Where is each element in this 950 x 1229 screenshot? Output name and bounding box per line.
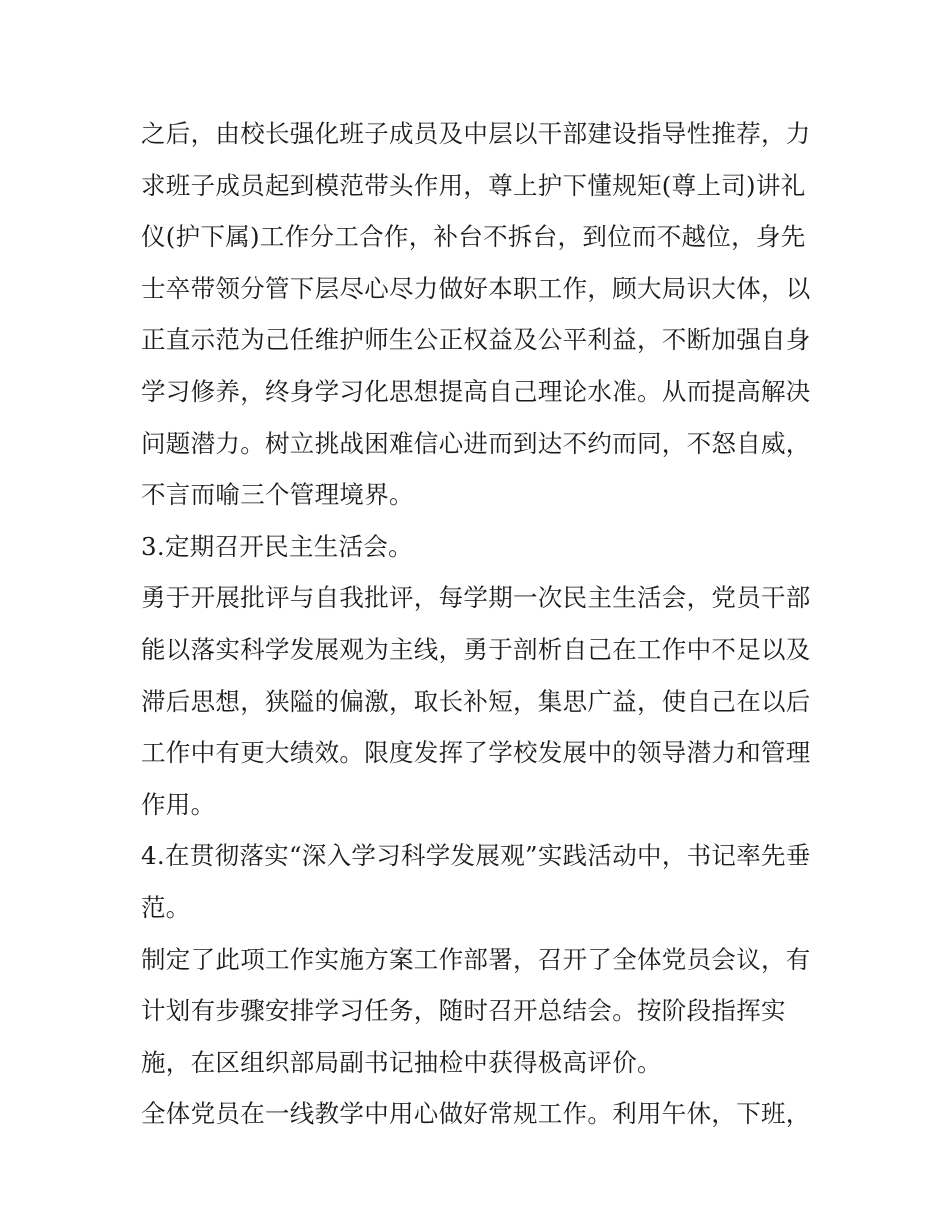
- text-line: 全体党员在一线教学中用心做好常规工作。利用午休，下班，: [141, 1099, 811, 1129]
- document-body: [141, 108, 821, 1140]
- text-line: 施，在区组织部局副书记抽检中获得极高评价。: [141, 1047, 662, 1077]
- text-line: 学习修养，终身学习化思想提高自己理论水准。从而提高解决: [141, 376, 811, 406]
- text-line: 制定了此项工作实施方案工作部署，召开了全体党员会议，有: [141, 944, 811, 974]
- text-line: 勇于开展批评与自我批评，每学期一次民主生活会，党员干部: [141, 583, 811, 613]
- text-line: 之后，由校长强化班子成员及中层以干部建设指导性推荐，力: [141, 119, 811, 148]
- text-line: 仪(护下属)工作分工合作，补台不拆台，到位而不越位，身先: [141, 222, 806, 252]
- section-heading-3: 3.定期召开民主生活会。: [141, 531, 413, 561]
- text-line: 正直示范为己任维护师生公正权益及公平利益，不断加强自身: [141, 325, 811, 355]
- text-line: 计划有步骤安排学习任务，随时召开总结会。按阶段指挥实: [141, 996, 786, 1026]
- text-line: 作用。: [141, 789, 216, 819]
- section-heading-4-cont: 范。: [141, 892, 191, 922]
- section-heading-4: 4.在贯彻落实“深入学习科学发展观”实践活动中，书记率先垂: [141, 841, 811, 871]
- text-line: 滞后思想，狭隘的偏激，取长补短，集思广益，使自己在以后: [141, 686, 811, 716]
- text-line: 工作中有更大绩效。限度发挥了学校发展中的领导潜力和管理: [141, 738, 811, 768]
- text-line: 能以落实科学发展观为主线，勇于剖析自己在工作中不足以及: [141, 634, 811, 664]
- text-line: 求班子成员起到模范带头作用，尊上护下懂规矩(尊上司)讲礼: [141, 170, 806, 200]
- text-line: 士卒带领分管下层尽心尽力做好本职工作，顾大局识大体，以: [141, 273, 811, 303]
- text-line: 问题潜力。树立挑战困难信心进而到达不约而同，不怒自威，: [141, 428, 811, 458]
- text-line: 不言而喻三个管理境界。: [141, 480, 414, 510]
